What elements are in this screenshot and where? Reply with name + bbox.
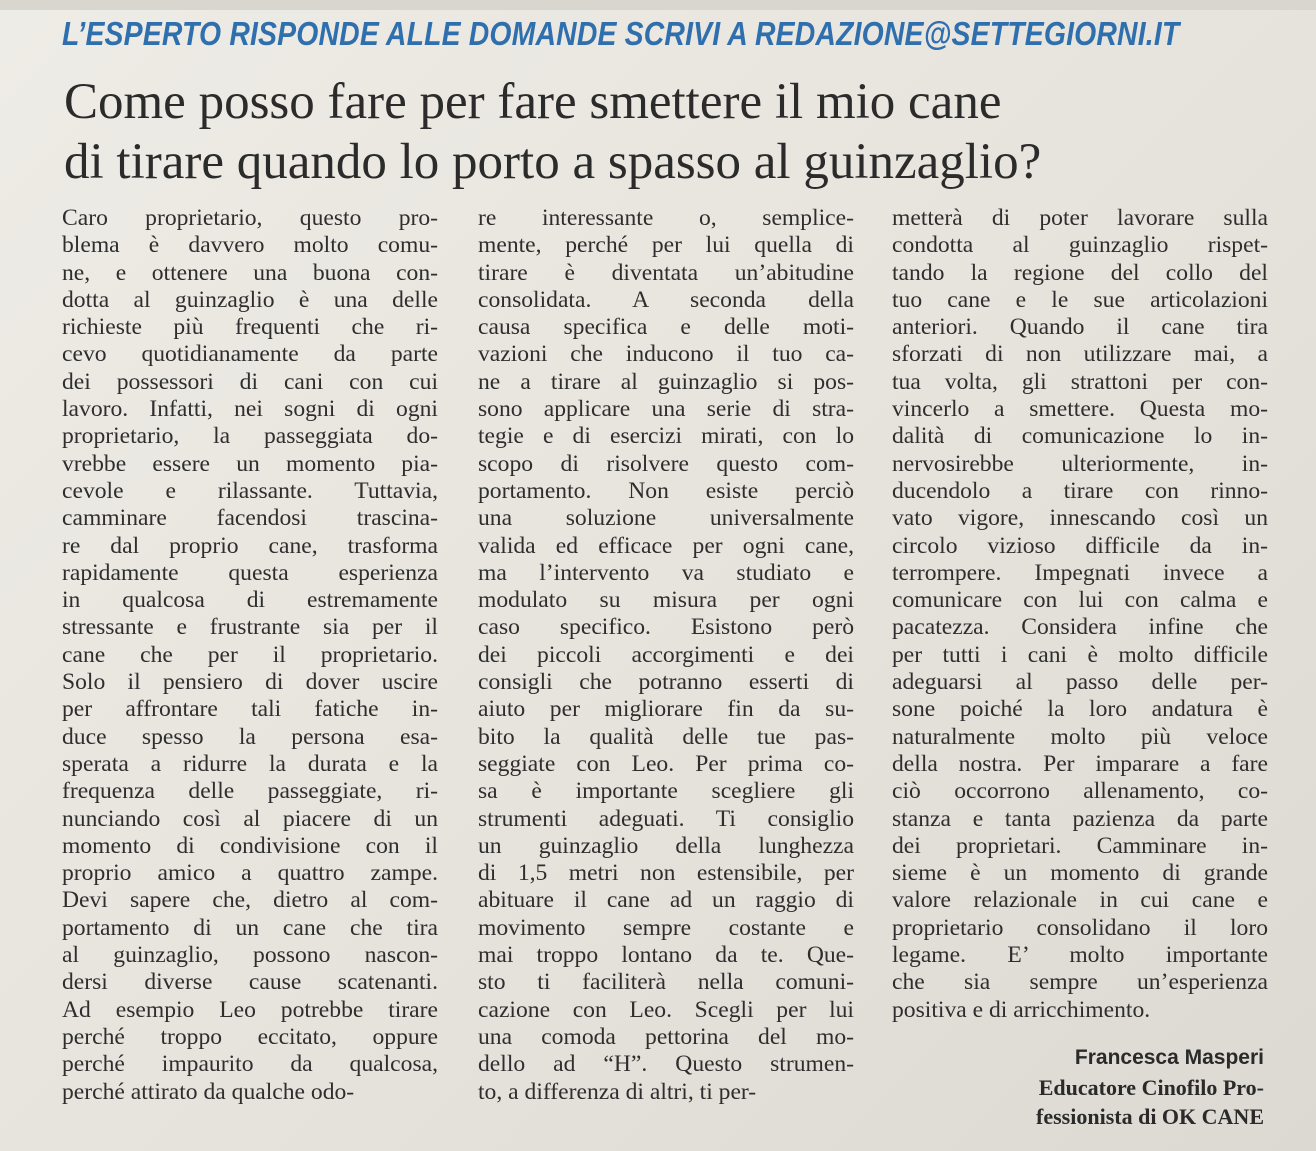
body-text-line: sone poiché la loro andatura è [892, 696, 1268, 723]
body-text-line: un guinzaglio della lunghezza [478, 832, 854, 859]
body-text-line: vincerlo a smettere. Questa mo- [892, 396, 1268, 423]
body-text-line: ne a tirare al guinzaglio si pos- [478, 368, 854, 395]
body-text-line: to, a differenza di altri, ti per- [478, 1078, 757, 1105]
body-text-line: metterà di poter lavorare sulla [892, 205, 1268, 231]
body-text-line: circolo vizioso difficile da in- [892, 532, 1268, 559]
body-text-line: positiva e di arricchimento. [892, 996, 1151, 1023]
body-text-line: ciò occorrono allenamento, co- [892, 778, 1268, 805]
body-text-line: dei piccoli accorgimenti e dei [478, 641, 854, 668]
body-text-line: proprietario consolidano il loro [892, 914, 1268, 941]
headline-line: di tirare quando lo porto a spasso al guinzaglio? [64, 134, 1042, 190]
body-text-line: cazione con Leo. Scegli per lui [478, 996, 854, 1023]
author-role [1036, 1073, 1264, 1131]
body-text-line: portamento di un cane che tira [62, 914, 438, 941]
body-text-line: perché troppo eccitato, oppure [62, 1023, 438, 1050]
body-text-line: per tutti i cani è molto difficile [892, 641, 1268, 668]
body-text-line: dotta al guinzaglio è una delle [62, 286, 438, 313]
body-text-line: dalità di comunicazione lo in- [892, 423, 1268, 450]
body-text-line: mente, perché per lui quella di [478, 232, 854, 259]
body-text-line: nunciando così al piacere di un [62, 805, 438, 832]
body-text-line: dei proprietari. Camminare in- [892, 832, 1268, 859]
body-text-line: sono applicare una serie di stra- [478, 396, 854, 423]
body-text-line: rapidamente questa esperienza [62, 559, 438, 586]
body-text-line: una comoda pettorina del mo- [478, 1023, 854, 1050]
body-text-line: ma l’intervento va studiato e [478, 559, 854, 586]
body-text-line: proprietario, la passeggiata do- [62, 423, 438, 450]
body-text-line: mai troppo lontano da te. Que- [478, 942, 854, 969]
body-text-line: blema è davvero molto comu- [62, 232, 438, 259]
body-text-line: in qualcosa di estremamente [62, 587, 438, 614]
body-text-line: che sia sempre un’esperienza [892, 969, 1268, 996]
body-text-line: valida ed efficace per ogni cane, [478, 532, 854, 559]
body-text-line: frequenza delle passeggiate, ri- [62, 778, 438, 805]
body-column-2 [478, 205, 854, 1106]
author-role-line: Educatore Cinofilo Pro- [1038, 1075, 1264, 1100]
body-text-line: lavoro. Infatti, nei sogni di ogni [62, 396, 438, 423]
body-column-3 [892, 205, 1268, 1024]
author-role-line: fessionista di OK CANE [1036, 1104, 1264, 1129]
body-text-line: naturalmente molto più veloce [892, 723, 1268, 750]
body-text-line: cane che per il proprietario. [62, 641, 438, 668]
body-text-line: portamento. Non esiste perciò [478, 477, 854, 504]
section-kicker: L’ESPERTO RISPONDE ALLE DOMANDE SCRIVI A REDAZIONE@SETTEGIORNI.IT [62, 15, 1180, 52]
body-text-line: una soluzione universalmente [478, 505, 854, 532]
body-text-line: richieste più frequenti che ri- [62, 314, 438, 341]
body-text-line: valore relazionale in cui cane e [892, 887, 1268, 914]
body-text-line: cevo quotidianamente da parte [62, 341, 438, 368]
article-body [0, 205, 1316, 1145]
body-text-line: cevole e rilassante. Tuttavia, [62, 477, 438, 504]
body-text-line: vrebbe essere un momento pia- [62, 450, 438, 477]
body-text-line: dei possessori di cani con cui [62, 368, 438, 395]
body-text-line: tua volta, gli strattoni per con- [892, 368, 1268, 395]
body-text-line: proprio amico a quattro zampe. [62, 860, 438, 887]
body-text-line: tegie e di esercizi mirati, con lo [478, 423, 854, 450]
article-headline [64, 72, 1284, 192]
body-text-line: abituare il cane ad un raggio di [478, 887, 854, 914]
body-text-line: dello ad “H”. Questo strumen- [478, 1051, 854, 1078]
body-text-line: duce spesso la persona esa- [62, 723, 438, 750]
body-text-line: della nostra. Per imparare a fare [892, 750, 1268, 777]
body-text-line: consolidata. A seconda della [478, 286, 854, 313]
body-text-line: anteriori. Quando il cane tira [892, 314, 1268, 341]
body-text-line: Solo il pensiero di dover uscire [62, 669, 438, 696]
body-text-line: stanza e tanta pazienza da parte [892, 805, 1268, 832]
page-edge [0, 0, 1316, 10]
body-text-line: legame. E’ molto importante [892, 942, 1268, 969]
body-text-line: re dal proprio cane, trasforma [62, 532, 438, 559]
headline-line: Come posso fare per fare smettere il mio cane [64, 74, 1002, 130]
body-text-line: dersi diverse cause scatenanti. [62, 969, 438, 996]
body-text-line: modulato su misura per ogni [478, 587, 854, 614]
body-text-line: seggiate con Leo. Per prima co- [478, 750, 854, 777]
body-text-line: re interessante o, semplice- [478, 205, 854, 231]
body-text-line: nervosirebbe ulteriormente, in- [892, 450, 1268, 477]
body-text-line: ne, e ottenere una buona con- [62, 259, 438, 286]
body-text-line: perché impaurito da qualcosa, [62, 1051, 438, 1078]
body-text-line: di 1,5 metri non estensibile, per [478, 860, 854, 887]
body-text-line: sieme è un momento di grande [892, 860, 1268, 887]
body-text-line: sforzati di non utilizzare mai, a [892, 341, 1268, 368]
body-text-line: per affrontare tali fatiche in- [62, 696, 438, 723]
body-text-line: Ad esempio Leo potrebbe tirare [62, 996, 438, 1023]
body-text-line: consigli che potranno esserti di [478, 669, 854, 696]
body-text-line: comunicare con lui con calma e [892, 587, 1268, 614]
body-text-line: sa è importante scegliere gli [478, 778, 854, 805]
body-text-line: camminare facendosi trascina- [62, 505, 438, 532]
body-text-line: sto ti faciliterà nella comuni- [478, 969, 854, 996]
body-text-line: terrompere. Impegnati invece a [892, 559, 1268, 586]
body-text-line: stressante e frustrante sia per il [62, 614, 438, 641]
body-text-line: vato vigore, innescando così un [892, 505, 1268, 532]
body-text-line: tuo cane e le sue articolazioni [892, 286, 1268, 313]
body-text-line: causa specifica e delle moti- [478, 314, 854, 341]
body-text-line: tando la regione del collo del [892, 259, 1268, 286]
body-text-line: sperata a ridurre la durata e la [62, 750, 438, 777]
author-name: Francesca Masperi [1074, 1046, 1264, 1069]
body-text-line: perché attirato da qualche odo- [62, 1078, 355, 1105]
body-column-1 [62, 205, 438, 1106]
body-text-line: momento di condivisione con il [62, 832, 438, 859]
body-text-line: adeguarsi al passo delle per- [892, 669, 1268, 696]
author-signature [1036, 1043, 1264, 1131]
body-text-line: Devi sapere che, dietro al com- [62, 887, 438, 914]
body-text-line: strumenti adeguati. Ti consiglio [478, 805, 854, 832]
body-text-line: al guinzaglio, possono nascon- [62, 942, 438, 969]
body-text-line: ducendolo a tirare con rinno- [892, 477, 1268, 504]
body-text-line: condotta al guinzaglio rispet- [892, 232, 1268, 259]
body-text-line: tirare è diventata un’abitudine [478, 259, 854, 286]
body-text-line: scopo di risolvere questo com- [478, 450, 854, 477]
body-text-line: vazioni che inducono il tuo ca- [478, 341, 854, 368]
body-text-line: movimento sempre costante e [478, 914, 854, 941]
body-text-line: bito la qualità delle tue pas- [478, 723, 854, 750]
body-text-line: Caro proprietario, questo pro- [62, 205, 438, 231]
body-text-line: aiuto per migliorare fin da su- [478, 696, 854, 723]
body-text-line: pacatezza. Considera infine che [892, 614, 1268, 641]
body-text-line: caso specifico. Esistono però [478, 614, 854, 641]
